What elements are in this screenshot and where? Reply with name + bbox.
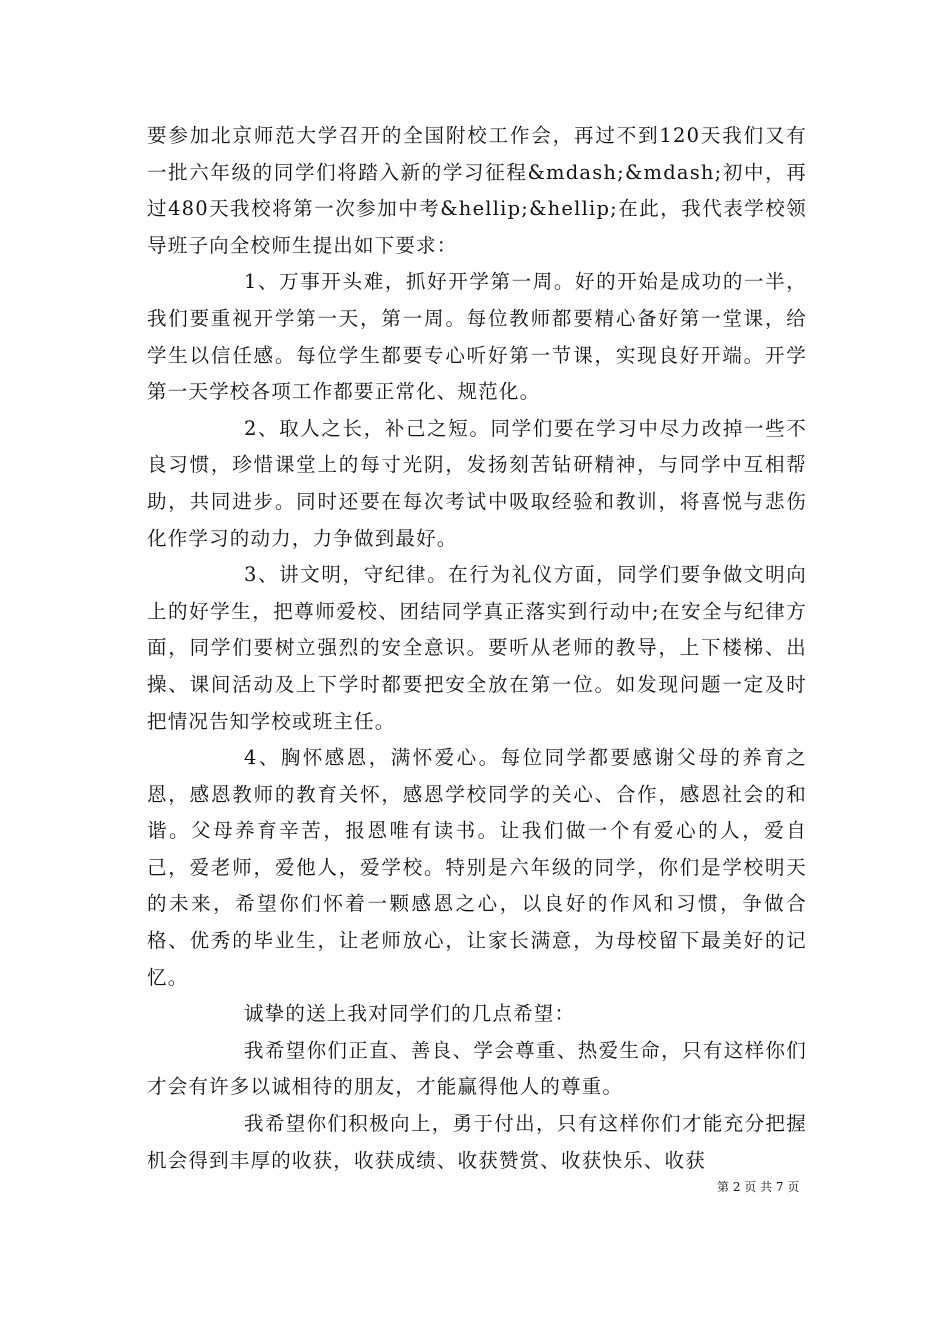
- page-number-footer: 第 2 页 共 7 页: [717, 1180, 800, 1194]
- paragraph-requirement-4: 4、胸怀感恩，满怀爱心。每位同学都要感谢父母的养育之恩，感恩教师的教育关怀，感恩学校同学的关心、合作，感恩社会的和谐。父母养育辛苦，报恩唯有读书。让我们做一个有爱心的人，爱自己，爱老师，爱他人，爱学校。特别是六年级的同学，你们是学校明天的未来，希望你们怀着一颗感恩之心，以良好的作风和习惯，争做合格、优秀的毕业生，让老师放心，让家长满意，为母校留下最美好的记忆。: [147, 746, 807, 989]
- paragraph-hope-1: 我希望你们正直、善良、学会尊重、热爱生命，只有这样你们才会有许多以诚相待的朋友，才能赢得他人的尊重。: [147, 1038, 807, 1099]
- paragraph-hope-2: 我希望你们积极向上，勇于付出，只有这样你们才能充分把握机会得到丰厚的收获，收获成绩、收获赞赏、收获快乐、收获: [147, 1112, 807, 1172]
- paragraph-intro-continued: 要参加北京师范大学召开的全国附校工作会，再过不到120天我们又有一批六年级的同学们将踏入新的学习征程&mdash;&mdash;初中，再过480天我校将第一次参加中考&hellip;&hellip;在此，我代表学校领导班子向全校师生提出如下要求：: [147, 124, 807, 257]
- document-body: [147, 118, 807, 1179]
- paragraph-requirement-1: 1、万事开头难，抓好开学第一周。好的开始是成功的一半，我们要重视开学第一天，第一周。每位教师都要精心备好第一堂课，给学生以信任感。每位学生都要专心听好第一节课，实现良好开端。开学第一天学校各项工作都要正常化、规范化。: [147, 270, 807, 404]
- paragraph-requirement-3: 3、讲文明，守纪律。在行为礼仪方面，同学们要争做文明向上的好学生，把尊师爱校、团结同学真正落实到行动中;在安全与纪律方面，同学们要树立强烈的安全意识。要听从老师的教导，上下楼梯、出操、课间活动及上下学时都要把安全放在第一位。如发现问题一定及时把情况告知学校或班主任。: [147, 563, 807, 733]
- paragraph-requirement-2: 2、取人之长，补己之短。同学们要在学习中尽力改掉一些不良习惯，珍惜课堂上的每寸光阴，发扬刻苦钻研精神，与同学中互相帮助，共同进步。同时还要在每次考试中吸取经验和教训，将喜悦与悲伤化作学习的动力，力争做到最好。: [147, 416, 807, 550]
- paragraph-hopes-intro: 诚挚的送上我对同学们的几点希望：: [244, 1002, 576, 1026]
